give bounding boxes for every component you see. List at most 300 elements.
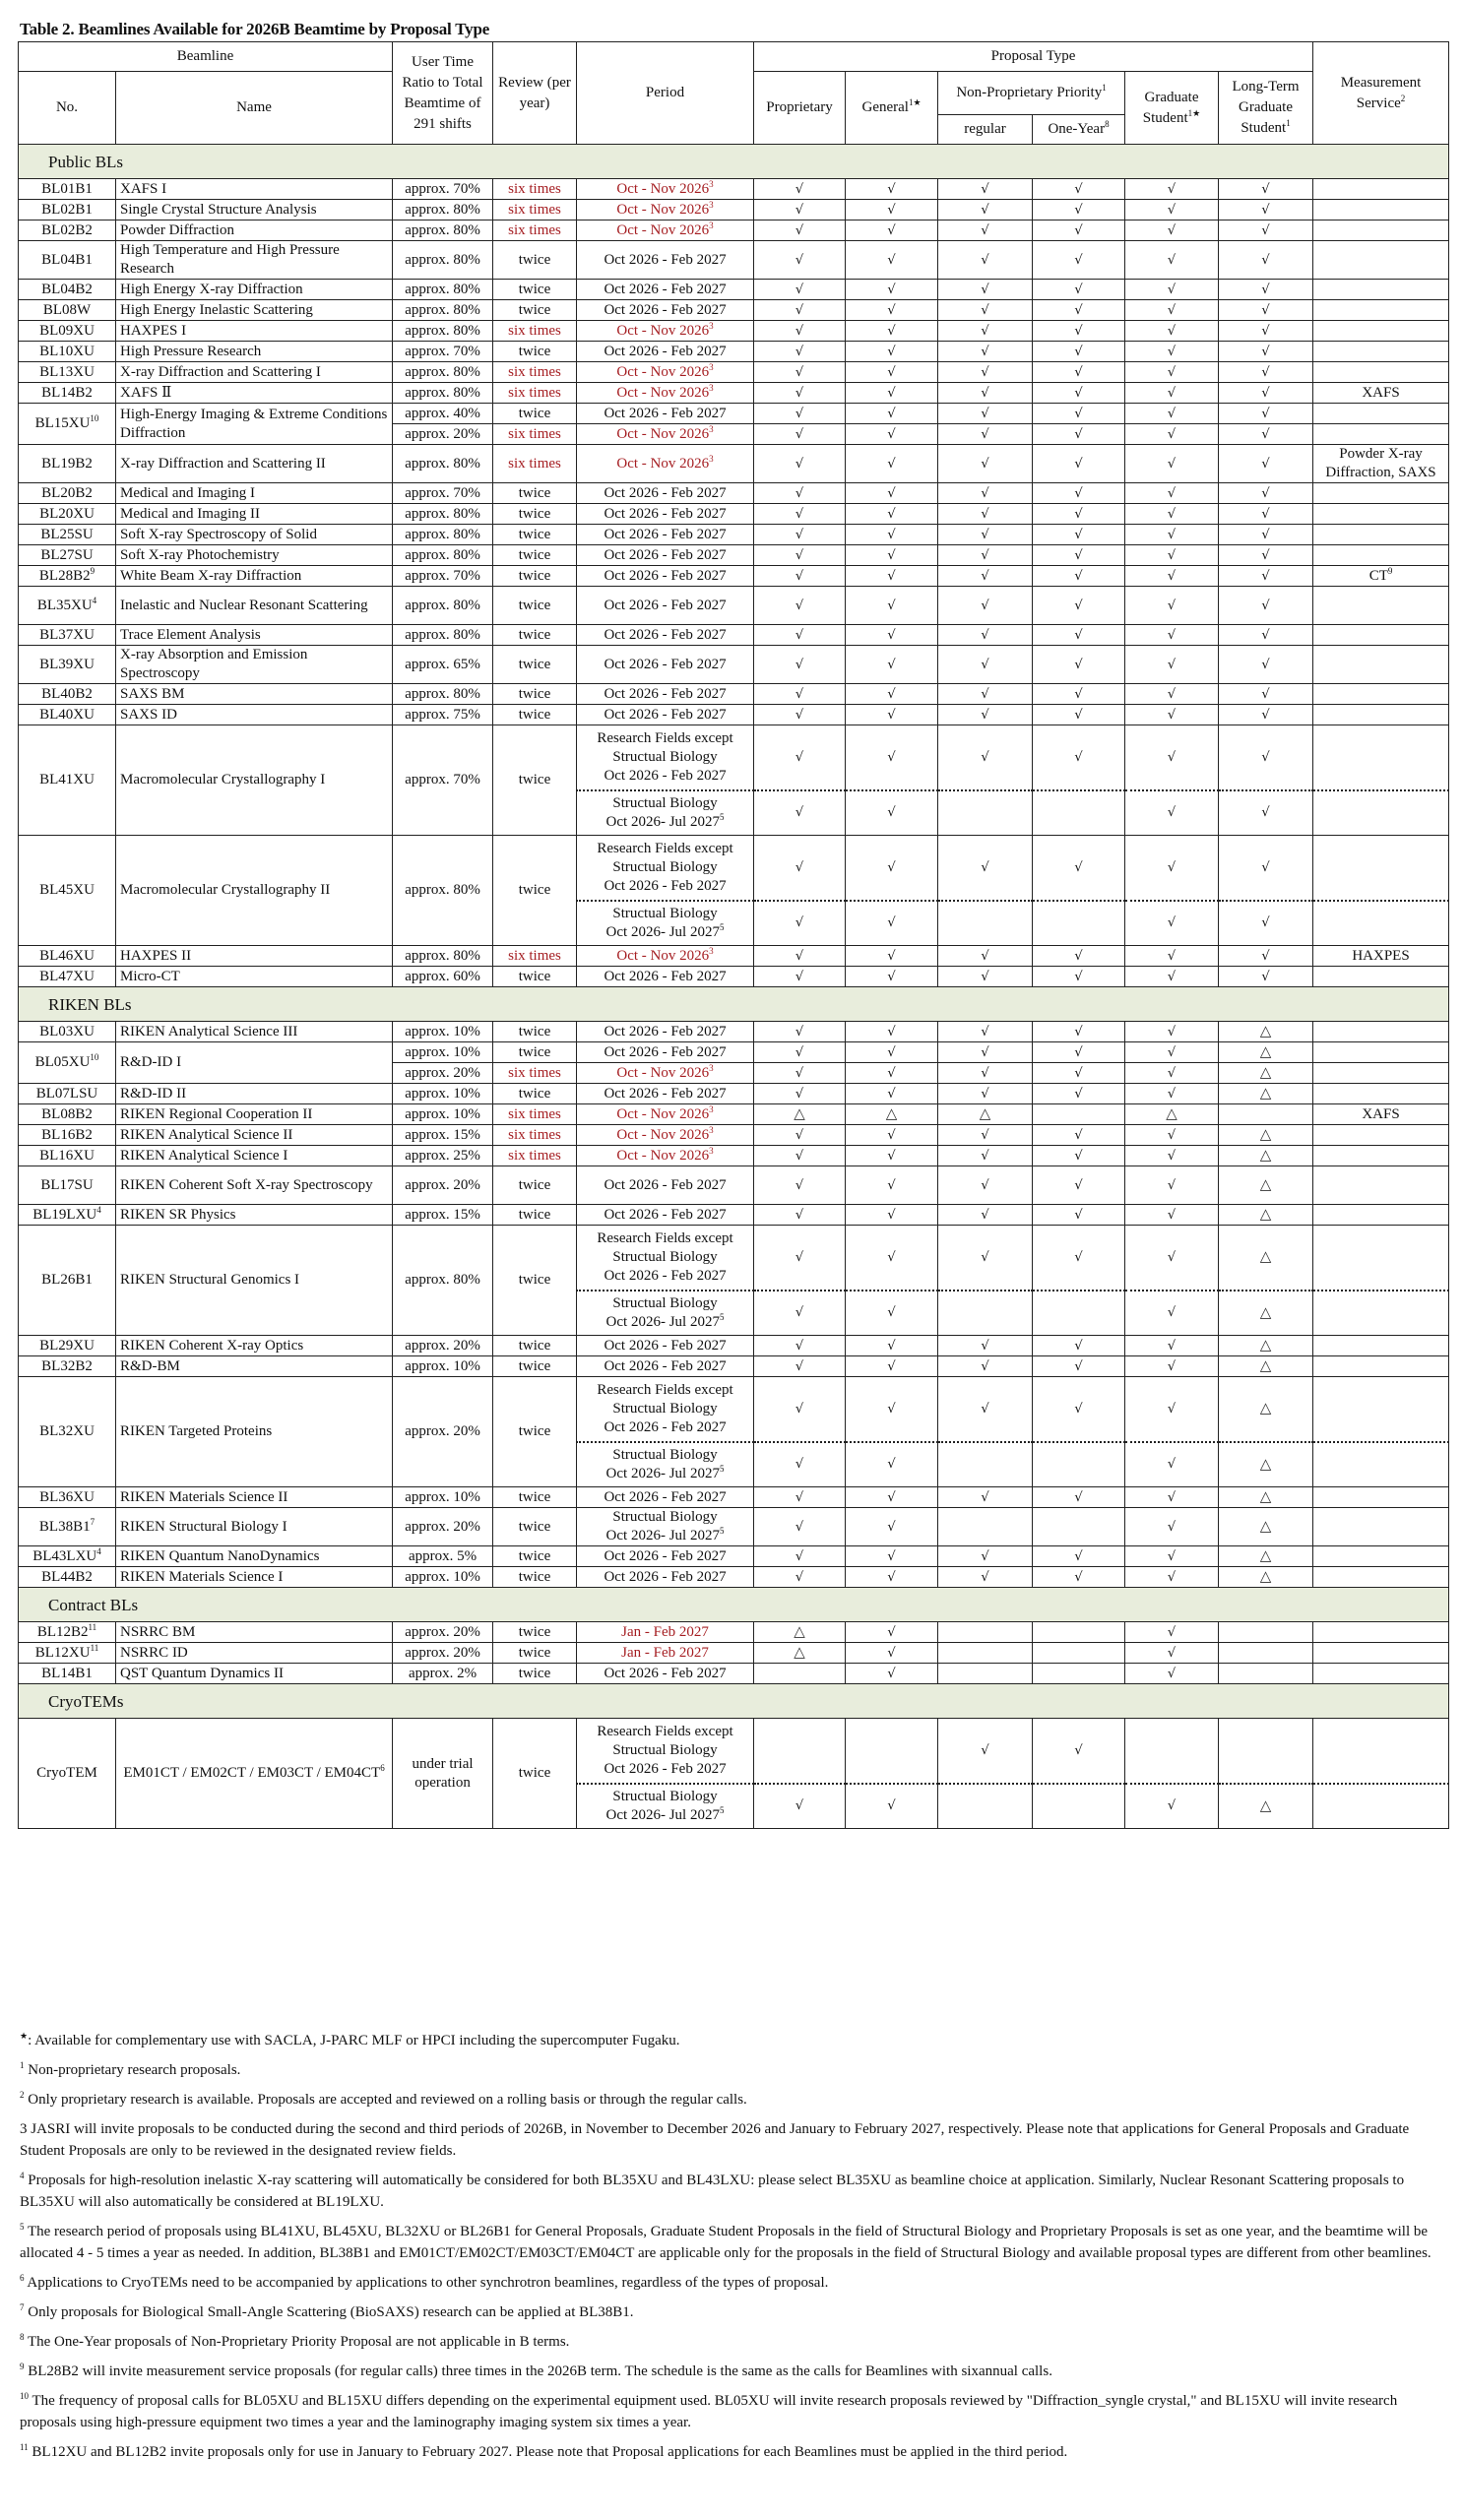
- check-icon: √: [1261, 506, 1270, 522]
- check-icon: √: [981, 282, 989, 297]
- triangle-icon: △: [1259, 1125, 1272, 1143]
- beamline-name: [116, 1084, 393, 1104]
- measurement-service: [1313, 445, 1449, 483]
- period-text: Oct 2026 - Feb 2027: [604, 1488, 727, 1505]
- beamline-name-text: X-ray Diffraction and Scattering I: [120, 363, 321, 380]
- beamline-no: [19, 179, 116, 200]
- mark-nonprop-regular: [938, 587, 1033, 625]
- user-time-ratio: approx. 20%: [393, 1336, 493, 1356]
- check-icon: √: [795, 1798, 804, 1814]
- period: [577, 1643, 754, 1664]
- period-text: Oct 2026 - Feb 2027: [604, 1206, 727, 1223]
- check-icon: √: [1074, 1044, 1083, 1060]
- mark-graduate: [1125, 1063, 1219, 1084]
- beamline-name-text: RIKEN Structural Biology I: [120, 1518, 287, 1535]
- period-text: Oct 2026 - Feb 2027: [604, 1023, 727, 1040]
- user-time-ratio: approx. 80%: [393, 321, 493, 342]
- footnote-marker: 8: [20, 2332, 25, 2342]
- table-row: [19, 1487, 1449, 1508]
- table-row: [19, 566, 1449, 587]
- period-line: Oct 2026- Jul 2027$^5$: [605, 1804, 725, 1823]
- check-icon: √: [887, 385, 896, 401]
- mark-nonprop-oneyear: [1033, 566, 1125, 587]
- mark-nonprop-oneyear: [1033, 545, 1125, 566]
- beamline-no-text: BL20B2: [41, 484, 93, 501]
- measurement-service: [1313, 404, 1449, 424]
- check-icon: √: [981, 969, 989, 984]
- mark-longterm: [1219, 946, 1313, 967]
- check-icon: √: [795, 749, 804, 765]
- beamline-name: [116, 725, 393, 836]
- period-sup: 3: [709, 361, 714, 372]
- period: [577, 705, 754, 725]
- check-icon: √: [887, 1798, 896, 1814]
- check-icon: √: [1167, 1065, 1177, 1081]
- mark-general: [846, 1205, 938, 1226]
- mark-nonprop-oneyear: [1033, 967, 1125, 987]
- mark-longterm: [1219, 1643, 1313, 1664]
- beamline-no-text: BL12B2: [36, 1623, 89, 1640]
- check-icon: √: [795, 202, 804, 218]
- period-text: Oct 2026 - Feb 2027: [604, 1085, 727, 1102]
- mark-graduate: [1125, 1546, 1219, 1567]
- table-row: [19, 300, 1449, 321]
- table-row: [19, 1104, 1449, 1125]
- check-icon: √: [1074, 1548, 1083, 1564]
- mark-longterm: [1219, 790, 1313, 836]
- mark-graduate: [1125, 1719, 1219, 1784]
- triangle-icon: △: [1259, 1063, 1272, 1081]
- period: [577, 1226, 754, 1291]
- beamline-name-text: High Energy Inelastic Scattering: [120, 301, 313, 318]
- check-icon: √: [1261, 805, 1270, 821]
- period-line: Oct 2026- Jul 2027$^5$: [605, 811, 725, 830]
- mark-graduate: [1125, 383, 1219, 404]
- period: [577, 342, 754, 362]
- beamline-no-text: BL40B2: [41, 685, 93, 702]
- check-icon: √: [795, 1024, 804, 1040]
- beamline-no-text: BL46XU: [39, 947, 95, 964]
- mark-nonprop-oneyear: [1033, 684, 1125, 705]
- mark-proprietary: [754, 1146, 846, 1166]
- mark-general: [846, 1104, 938, 1125]
- mark-general: [846, 1643, 938, 1664]
- measurement-service: [1313, 424, 1449, 445]
- check-icon: √: [981, 527, 989, 542]
- mark-proprietary: [754, 424, 846, 445]
- mark-graduate: [1125, 362, 1219, 383]
- period-sup: 3: [709, 178, 714, 189]
- mark-general: [846, 1664, 938, 1684]
- mark-nonprop-regular: [938, 342, 1033, 362]
- mark-longterm: [1219, 404, 1313, 424]
- mark-proprietary: [754, 790, 846, 836]
- mark-nonprop-regular: [938, 1336, 1033, 1356]
- period: [577, 1784, 754, 1829]
- header-name: Name: [116, 72, 393, 145]
- mark-longterm: [1219, 1166, 1313, 1205]
- beamline-name-text: Powder Diffraction: [120, 221, 234, 238]
- period: [577, 1022, 754, 1042]
- period: [577, 1063, 754, 1084]
- mark-nonprop-regular: [938, 1205, 1033, 1226]
- mark-proprietary: [754, 241, 846, 280]
- table-row: [19, 362, 1449, 383]
- mark-longterm: [1219, 200, 1313, 220]
- mark-longterm: [1219, 300, 1313, 321]
- triangle-icon: △: [1259, 1022, 1272, 1040]
- check-icon: √: [887, 506, 896, 522]
- beamline-name-text: Micro-CT: [120, 968, 180, 984]
- beamline-name-text: RIKEN Coherent Soft X-ray Spectroscopy: [120, 1176, 373, 1193]
- check-icon: √: [887, 1358, 896, 1374]
- mark-general: [846, 280, 938, 300]
- check-icon: √: [795, 686, 804, 702]
- mark-nonprop-oneyear: [1033, 901, 1125, 946]
- check-icon: √: [887, 364, 896, 380]
- user-time-ratio: approx. 10%: [393, 1104, 493, 1125]
- mark-nonprop-regular: [938, 280, 1033, 300]
- beamline-no-text: CryoTEM: [36, 1765, 97, 1781]
- mark-proprietary: [754, 545, 846, 566]
- period-text: Oct - Nov 2026: [616, 1147, 710, 1164]
- mark-nonprop-regular: [938, 300, 1033, 321]
- beamline-no-sup: 11: [90, 1642, 99, 1653]
- period-text: Oct - Nov 2026: [616, 1064, 710, 1081]
- mark-nonprop-oneyear: [1033, 483, 1125, 504]
- table-row: [19, 725, 1449, 790]
- footnote-text: The research period of proposals using BL41XU, BL45XU, BL32XU or BL26B1 for General Proposals, Graduate Student Proposals in the field of Structural Biology and Proprietary Proposals is set as one year, and the beamtime will be allocated 4 - 5 times a year as needed. In addition, BL38B1 and EM01CT/EM02CT/EM03CT/EM04CT are applicable only for the proposals in the field of Structural Biology and available proposal types are different from other beamlines.: [20, 2224, 1431, 2261]
- mark-general: [846, 445, 938, 483]
- beamline-name: [116, 836, 393, 946]
- beamline-no: [19, 566, 116, 587]
- user-time-ratio: approx. 20%: [393, 424, 493, 445]
- check-icon: √: [1167, 181, 1177, 197]
- check-icon: √: [795, 1489, 804, 1505]
- check-icon: √: [1074, 1401, 1083, 1417]
- check-icon: √: [981, 598, 989, 613]
- check-icon: √: [887, 1207, 896, 1223]
- mark-general: [846, 684, 938, 705]
- beamline-name: [116, 1546, 393, 1567]
- check-icon: √: [981, 222, 989, 238]
- mark-nonprop-regular: [938, 1487, 1033, 1508]
- mark-nonprop-oneyear: [1033, 725, 1125, 790]
- measurement-service: [1313, 383, 1449, 404]
- mark-nonprop-regular: [938, 684, 1033, 705]
- check-icon: √: [1074, 181, 1083, 197]
- mark-nonprop-oneyear: [1033, 525, 1125, 545]
- beamline-no-sup: 10: [90, 413, 99, 423]
- check-icon: √: [981, 385, 989, 401]
- beamline-no: [19, 404, 116, 445]
- check-icon: √: [1074, 1338, 1083, 1354]
- user-time-ratio: approx. 80%: [393, 625, 493, 646]
- check-icon: √: [1167, 969, 1177, 984]
- measurement-service-text: CT: [1368, 567, 1388, 584]
- review-frequency: twice: [493, 1042, 577, 1063]
- check-icon: √: [795, 1127, 804, 1143]
- check-icon: √: [887, 527, 896, 542]
- check-icon: √: [1167, 1457, 1177, 1473]
- mark-general: [846, 241, 938, 280]
- beamline-no-text: BL38B1: [38, 1518, 91, 1535]
- period: [577, 587, 754, 625]
- header-oneyear-sup: 8: [1105, 119, 1110, 129]
- mark-graduate: [1125, 1567, 1219, 1588]
- triangle-icon: △: [1259, 1336, 1272, 1354]
- mark-graduate: [1125, 1622, 1219, 1643]
- table-row: [19, 342, 1449, 362]
- mark-general: [846, 1784, 938, 1829]
- user-time-ratio: approx. 20%: [393, 1063, 493, 1084]
- mark-nonprop-regular: [938, 241, 1033, 280]
- check-icon: √: [1167, 1666, 1177, 1681]
- mark-nonprop-oneyear: [1033, 1042, 1125, 1063]
- mark-general: [846, 790, 938, 836]
- measurement-service: [1313, 1063, 1449, 1084]
- user-time-ratio: approx. 70%: [393, 725, 493, 836]
- mark-nonprop-oneyear: [1033, 705, 1125, 725]
- beamline-name: [116, 1166, 393, 1205]
- beamline-no: [19, 1166, 116, 1205]
- review-frequency: twice: [493, 483, 577, 504]
- table-row: [19, 1166, 1449, 1205]
- mark-nonprop-regular: [938, 1643, 1033, 1664]
- mark-graduate: [1125, 321, 1219, 342]
- beamline-name-text: RIKEN Quantum NanoDynamics: [120, 1547, 320, 1564]
- check-icon: √: [1261, 344, 1270, 359]
- period-text: Oct 2026 - Feb 2027: [604, 526, 727, 542]
- beamline-name-text: SAXS ID: [120, 706, 177, 723]
- check-icon: √: [981, 686, 989, 702]
- beamline-name-text: RIKEN Materials Science II: [120, 1488, 288, 1505]
- mark-general: [846, 1166, 938, 1205]
- mark-longterm: [1219, 1125, 1313, 1146]
- mark-nonprop-regular: [938, 404, 1033, 424]
- beamline-name-text: EM01CT / EM02CT / EM03CT / EM04CT: [123, 1765, 381, 1781]
- mark-general: [846, 836, 938, 901]
- table-row: [19, 545, 1449, 566]
- mark-proprietary: [754, 705, 846, 725]
- mark-graduate: [1125, 1125, 1219, 1146]
- check-icon: √: [1074, 426, 1083, 442]
- check-icon: √: [1167, 948, 1177, 964]
- check-icon: √: [887, 598, 896, 613]
- beamline-no: [19, 321, 116, 342]
- period-line: Research Fields except: [597, 1229, 733, 1246]
- beamline-name-text: RIKEN Coherent X-ray Optics: [120, 1337, 304, 1354]
- mark-general: [846, 545, 938, 566]
- period-text: Oct - Nov 2026: [616, 1126, 710, 1143]
- check-icon: √: [1074, 1358, 1083, 1374]
- mark-longterm: [1219, 625, 1313, 646]
- mark-nonprop-oneyear: [1033, 946, 1125, 967]
- period: [577, 566, 754, 587]
- check-icon: √: [795, 1338, 804, 1354]
- measurement-service: [1313, 1291, 1449, 1336]
- measurement-service: [1313, 1622, 1449, 1643]
- table-body: [19, 145, 1449, 1829]
- user-time-ratio: approx. 70%: [393, 342, 493, 362]
- measurement-service: [1313, 1546, 1449, 1567]
- mark-proprietary: [754, 1166, 846, 1205]
- mark-proprietary: [754, 1643, 846, 1664]
- beamline-name-text: RIKEN SR Physics: [120, 1206, 236, 1223]
- check-icon: √: [887, 1065, 896, 1081]
- period-sup: 5: [719, 1463, 725, 1474]
- mark-longterm: [1219, 901, 1313, 946]
- table-row: [19, 1643, 1449, 1664]
- table-header: [19, 42, 1449, 145]
- footnote: [20, 2331, 1447, 2353]
- period-line: Oct 2026 - Feb 2027: [604, 767, 727, 784]
- review-frequency: six times: [493, 424, 577, 445]
- mark-graduate: [1125, 646, 1219, 684]
- period-text: Oct - Nov 2026: [616, 201, 710, 218]
- footnote-text: Proposals for high-resolution inelastic X-ray scattering will automatically be considered for both BL35XU and BL43LXU: please select BL35XU as beamline choice at application. Similarly, Nuclear Resonant Scattering proposals to BL35XU will also automatically be considered at BL19LXU.: [20, 2173, 1405, 2210]
- check-icon: √: [1167, 282, 1177, 297]
- mark-nonprop-oneyear: [1033, 1664, 1125, 1684]
- beamline-name-text: XAFS I: [120, 180, 167, 197]
- beamline-no-text: BL15XU: [34, 415, 91, 431]
- beamline-no: [19, 967, 116, 987]
- period-line: Oct 2026- Jul 2027$^5$: [605, 1526, 725, 1544]
- review-frequency: twice: [493, 525, 577, 545]
- check-icon: √: [981, 1044, 989, 1060]
- mark-nonprop-regular: [938, 790, 1033, 836]
- period: [577, 504, 754, 525]
- mark-general: [846, 646, 938, 684]
- table-row: [19, 220, 1449, 241]
- check-icon: √: [887, 686, 896, 702]
- footnote-text: 3 JASRI will invite proposals to be conducted during the second and third periods of 2026B, in November to December 2026 and January to February 2027, respectively. Please note that applications for General Proposals and Graduate Student Proposals are only to be reviewed in the designated review fields.: [20, 2121, 1410, 2159]
- check-icon: √: [887, 657, 896, 672]
- beamline-no-text: BL41XU: [39, 772, 95, 788]
- check-icon: √: [1167, 1044, 1177, 1060]
- beamline-name: [116, 1146, 393, 1166]
- check-icon: √: [1167, 1249, 1177, 1265]
- check-icon: √: [1074, 1065, 1083, 1081]
- triangle-icon: △: [1259, 1454, 1272, 1473]
- mark-proprietary: [754, 587, 846, 625]
- mark-graduate: [1125, 1643, 1219, 1664]
- check-icon: √: [981, 323, 989, 339]
- mark-longterm: [1219, 362, 1313, 383]
- check-icon: √: [1261, 749, 1270, 765]
- footnotes: [20, 2030, 1447, 2471]
- period-line: Structual Biology: [612, 748, 718, 765]
- review-frequency: six times: [493, 200, 577, 220]
- mark-proprietary: [754, 901, 846, 946]
- beamline-no: [19, 1622, 116, 1643]
- section-title: CryoTEMs: [19, 1684, 1449, 1719]
- check-icon: √: [1261, 568, 1270, 584]
- beamline-no-text: BL25SU: [40, 526, 94, 542]
- check-icon: √: [887, 323, 896, 339]
- check-icon: √: [1074, 1569, 1083, 1585]
- mark-graduate: [1125, 300, 1219, 321]
- check-icon: √: [795, 1207, 804, 1223]
- review-frequency: twice: [493, 1643, 577, 1664]
- table-row: [19, 1377, 1449, 1442]
- period-sup: 5: [719, 1804, 725, 1815]
- check-icon: √: [795, 456, 804, 472]
- mark-nonprop-oneyear: [1033, 241, 1125, 280]
- mark-nonprop-oneyear: [1033, 1508, 1125, 1546]
- mark-nonprop-oneyear: [1033, 1125, 1125, 1146]
- check-icon: √: [981, 1249, 989, 1265]
- check-icon: √: [1074, 385, 1083, 401]
- beamline-no: [19, 1664, 116, 1684]
- mark-longterm: [1219, 1508, 1313, 1546]
- mark-nonprop-regular: [938, 625, 1033, 646]
- header-graduate-sup: 1★: [1187, 107, 1201, 118]
- mark-nonprop-regular: [938, 424, 1033, 445]
- period-sup: 5: [719, 1311, 725, 1322]
- review-frequency: six times: [493, 383, 577, 404]
- mark-nonprop-regular: [938, 967, 1033, 987]
- check-icon: √: [795, 426, 804, 442]
- user-time-ratio: approx. 40%: [393, 404, 493, 424]
- measurement-service-text: XAFS: [1362, 384, 1400, 401]
- mark-proprietary: [754, 1084, 846, 1104]
- mark-longterm: [1219, 445, 1313, 483]
- mark-nonprop-oneyear: [1033, 321, 1125, 342]
- check-icon: √: [1074, 707, 1083, 723]
- footnote: [20, 2361, 1447, 2382]
- check-icon: √: [1074, 282, 1083, 297]
- check-icon: √: [887, 1401, 896, 1417]
- mark-graduate: [1125, 179, 1219, 200]
- mark-nonprop-regular: [938, 1146, 1033, 1166]
- table-row: [19, 200, 1449, 220]
- beamline-no: [19, 836, 116, 946]
- mark-nonprop-regular: [938, 946, 1033, 967]
- check-icon: √: [1261, 969, 1270, 984]
- triangle-icon: △: [1259, 1796, 1272, 1814]
- check-icon: √: [981, 948, 989, 964]
- check-icon: √: [887, 456, 896, 472]
- period: [577, 545, 754, 566]
- mark-nonprop-oneyear: [1033, 1719, 1125, 1784]
- table-row: [19, 1084, 1449, 1104]
- measurement-service: [1313, 321, 1449, 342]
- period-text: Oct 2026 - Feb 2027: [604, 1337, 727, 1354]
- user-time-ratio: approx. 20%: [393, 1377, 493, 1487]
- beamline-name: [116, 445, 393, 483]
- beamline-no-text: BL43LXU: [32, 1547, 97, 1564]
- mark-general: [846, 1063, 938, 1084]
- beamline-no: [19, 241, 116, 280]
- measurement-service: [1313, 946, 1449, 967]
- check-icon: √: [887, 1338, 896, 1354]
- mark-longterm: [1219, 1356, 1313, 1377]
- review-frequency: six times: [493, 362, 577, 383]
- measurement-service: [1313, 1104, 1449, 1125]
- mark-graduate: [1125, 424, 1219, 445]
- check-icon: √: [1167, 1358, 1177, 1374]
- beamline-name-text: X-ray Diffraction and Scattering II: [120, 455, 326, 472]
- triangle-icon: △: [1259, 1302, 1272, 1321]
- beamline-name-text: RIKEN Structural Genomics I: [120, 1272, 300, 1288]
- beamline-name-text: R&D-ID I: [120, 1054, 182, 1070]
- check-icon: √: [887, 547, 896, 563]
- check-icon: √: [1167, 1338, 1177, 1354]
- period-line: Oct 2026 - Feb 2027: [604, 1760, 727, 1777]
- footnote: [20, 2301, 1447, 2323]
- beamline-name: [116, 280, 393, 300]
